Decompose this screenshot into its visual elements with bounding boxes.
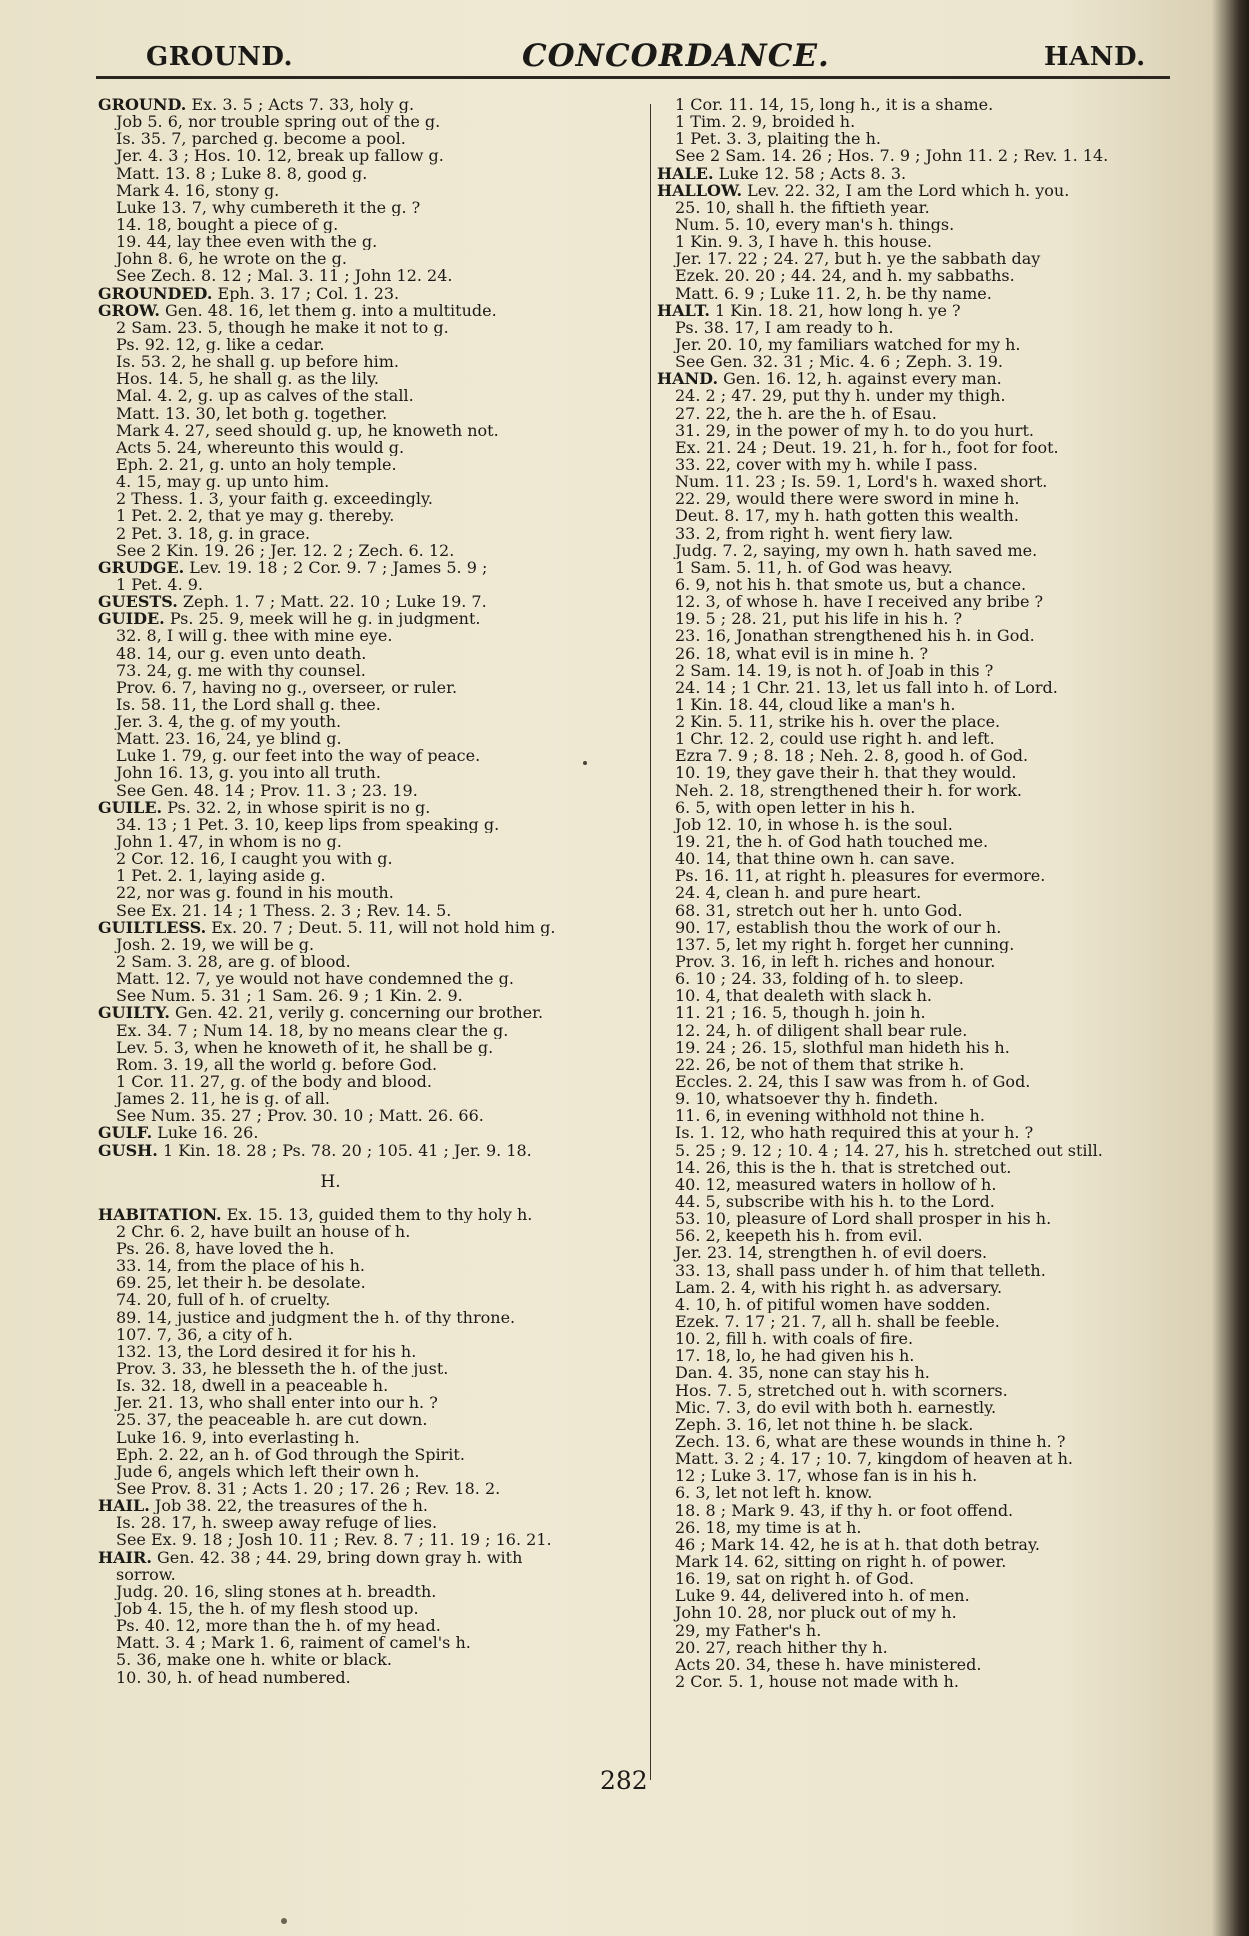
- reference-line: 33. 13, shall pass under h. of him that telleth.: [675, 1261, 1046, 1279]
- reference-line: Eccles. 2. 24, this I saw was from h. of God.: [675, 1073, 1031, 1091]
- reference-line: Is. 32. 18, dwell in a peaceable h.: [116, 1377, 389, 1395]
- reference-line: Jer. 4. 3 ; Hos. 10. 12, break up fallow g.: [116, 147, 444, 165]
- reference-line: 16. 19, sat on right h. of God.: [675, 1570, 915, 1588]
- reference-line: 89. 14, justice and judgment the h. of thy throne.: [116, 1308, 516, 1326]
- reference-line: Is. 1. 12, who hath required this at your h. ?: [675, 1124, 1034, 1142]
- reference-line: 6. 5, with open letter in his h.: [675, 798, 916, 816]
- reference-line: 1 Cor. 11. 14, 15, long h., it is a shame.: [675, 96, 994, 114]
- reference-line: Job 4. 15, the h. of my flesh stood up.: [116, 1599, 419, 1618]
- reference-line: Ps. 26. 8, have loved the h.: [116, 1240, 335, 1258]
- reference-line: 33. 2, from right h. went fiery law.: [675, 524, 954, 542]
- reference-line: 4. 10, h. of pitiful women have sodden.: [675, 1295, 991, 1313]
- reference-line: Rom. 3. 19, all the world g. before God.: [116, 1055, 438, 1074]
- headword-entry-line: GULF. Luke 16. 26.: [98, 1124, 259, 1142]
- headword-entry-line: HALLOW. Lev. 22. 32, I am the Lord which h. you.: [657, 181, 1070, 199]
- reference-line: Num. 5. 10, every man's h. things.: [675, 215, 955, 234]
- reference-line: Matt. 23. 16, 24, ye blind g.: [116, 730, 342, 748]
- header-left-guideword: GROUND.: [146, 42, 294, 72]
- headword-entry-line: GROUNDED. Eph. 3. 17 ; Col. 1. 23.: [98, 284, 400, 302]
- reference-line: 27. 22, the h. are the h. of Esau.: [675, 404, 937, 422]
- reference-line: Is. 28. 17, h. sweep away refuge of lies.: [116, 1514, 438, 1532]
- section-letter-heading: H.: [320, 1171, 341, 1192]
- reference-line: 29, my Father's h.: [675, 1621, 822, 1639]
- reference-line: John 1. 47, in whom is no g.: [116, 833, 342, 851]
- reference-line: Matt. 3. 2 ; 4. 17 ; 10. 7, kingdom of heaven at h.: [675, 1450, 1073, 1468]
- reference-line: 5. 25 ; 9. 12 ; 10. 4 ; 14. 27, his h. stretched out still.: [675, 1141, 1103, 1159]
- reference-line: 73. 24, g. me with thy counsel.: [116, 661, 366, 679]
- reference-line: 1 Pet. 2. 1, laying aside g.: [116, 867, 326, 885]
- reference-line: Ps. 16. 11, at right h. pleasures for evermore.: [675, 867, 1046, 885]
- reference-line: 4. 15, may g. up unto him.: [116, 473, 330, 491]
- header-title: CONCORDANCE.: [522, 38, 830, 74]
- reference-line: 24. 2 ; 47. 29, put thy h. under my thigh.: [675, 387, 1006, 405]
- reference-line: 1 Kin. 18. 44, cloud like a man's h.: [675, 695, 956, 714]
- reference-line: Jude 6, angels which left their own h.: [116, 1462, 420, 1480]
- headword-entry-line: HABITATION. Ex. 15. 13, guided them to thy holy h.: [98, 1205, 533, 1223]
- reference-line: Matt. 13. 8 ; Luke 8. 8, good g.: [116, 164, 368, 182]
- reference-line: Ezra 7. 9 ; 8. 18 ; Neh. 2. 8, good h. of God.: [675, 747, 1029, 765]
- reference-line: 25. 37, the peaceable h. are cut down.: [116, 1411, 428, 1429]
- left-column-entries-h: [98, 1206, 643, 1686]
- headword-entry-line: GROW. Gen. 48. 16, let them g. into a multitude.: [98, 301, 497, 319]
- reference-line: 14. 26, this is the h. that is stretched out.: [675, 1158, 1012, 1176]
- reference-line: 6. 9, not his h. that smote us, but a chance.: [675, 575, 1027, 594]
- reference-line: Ex. 34. 7 ; Num 14. 18, by no means clear the g.: [116, 1021, 509, 1039]
- reference-line: Lev. 5. 3, when he knoweth of it, he shall be g.: [116, 1038, 494, 1056]
- reference-line: 1 Pet. 3. 3, plaiting the h.: [675, 130, 881, 148]
- reference-line: See Gen. 48. 14 ; Prov. 11. 3 ; 23. 19.: [116, 781, 418, 799]
- reference-line: 137. 5, let my right h. forget her cunning.: [675, 935, 1015, 954]
- reference-line: Prov. 6. 7, having no g., overseer, or ruler.: [116, 678, 458, 696]
- reference-line: 22, nor was g. found in his mouth.: [116, 884, 394, 902]
- reference-line: John 10. 28, nor pluck out of my h.: [675, 1604, 957, 1622]
- right-column: [657, 96, 1177, 1690]
- reference-line: 53. 10, pleasure of Lord shall prosper in his h.: [675, 1210, 1052, 1228]
- reference-line: Mic. 7. 3, do evil with both h. earnestly.: [675, 1398, 997, 1416]
- reference-line: 11. 6, in evening withhold not thine h.: [675, 1107, 985, 1125]
- reference-line: Dan. 4. 35, none can stay his h.: [675, 1364, 930, 1382]
- reference-line: See Num. 35. 27 ; Prov. 30. 10 ; Matt. 26. 66.: [116, 1107, 484, 1125]
- reference-line: See Prov. 8. 31 ; Acts 1. 20 ; 17. 26 ; Rev. 18. 2.: [116, 1479, 501, 1498]
- reference-line: 19. 44, lay thee even with the g.: [116, 233, 378, 251]
- reference-line: 6. 10 ; 24. 33, folding of h. to sleep.: [675, 970, 964, 988]
- reference-line: 1 Pet. 4. 9.: [116, 575, 203, 594]
- headword-entry-line: GUESTS. Zeph. 1. 7 ; Matt. 22. 10 ; Luke 19. 7.: [98, 593, 487, 611]
- header-right-guideword: HAND.: [1044, 42, 1146, 72]
- reference-line: 6. 3, let not left h. know.: [675, 1484, 873, 1502]
- reference-line: 2 Sam. 14. 19, is not h. of Joab in this ?: [675, 661, 994, 679]
- reference-line: 34. 13 ; 1 Pet. 3. 10, keep lips from speaking g.: [116, 815, 500, 834]
- reference-line: Hos. 14. 5, he shall g. as the lily.: [116, 370, 379, 388]
- reference-line: Eph. 2. 22, an h. of God through the Spirit.: [116, 1445, 465, 1463]
- ink-speck: [583, 761, 587, 765]
- reference-line: 10. 19, they gave their h. that they would.: [675, 764, 1017, 782]
- reference-line: Mark 14. 62, sitting on right h. of power.: [675, 1552, 1007, 1571]
- headword-entry-line: HAIR. Gen. 42. 38 ; 44. 29, bring down gray h. with: [98, 1548, 523, 1566]
- reference-line: Luke 13. 7, why cumbereth it the g. ?: [116, 198, 421, 216]
- reference-line: See Ex. 9. 18 ; Josh 10. 11 ; Rev. 8. 7 ; 11. 19 ; 16. 21.: [116, 1531, 552, 1549]
- reference-line: Matt. 12. 7, ye would not have condemned the g.: [116, 970, 514, 988]
- headword-entry-line: GROUND. Ex. 3. 5 ; Acts 7. 33, holy g.: [98, 96, 415, 114]
- reference-line: 2 Chr. 6. 2, have built an house of h.: [116, 1222, 411, 1240]
- reference-line: 56. 2, keepeth his h. from evil.: [675, 1227, 923, 1245]
- reference-line: Luke 16. 9, into everlasting h.: [116, 1428, 360, 1446]
- reference-line: 18. 8 ; Mark 9. 43, if thy h. or foot offend.: [675, 1501, 1014, 1519]
- reference-line: 33. 22, cover with my h. while I pass.: [675, 455, 978, 474]
- reference-line: Acts 5. 24, whereunto this would g.: [116, 438, 405, 456]
- reference-line: Neh. 2. 18, strengthened their h. for work.: [675, 781, 1023, 799]
- reference-line: See Gen. 32. 31 ; Mic. 4. 6 ; Zeph. 3. 19.: [675, 353, 1003, 371]
- reference-line: Job 12. 10, in whose h. is the soul.: [675, 815, 953, 834]
- left-column: [98, 96, 643, 1686]
- reference-line: 10. 30, h. of head numbered.: [116, 1668, 351, 1686]
- reference-line: 1 Kin. 9. 3, I have h. this house.: [675, 233, 932, 251]
- reference-line: 20. 27, reach hither thy h.: [675, 1638, 888, 1656]
- reference-line: Jer. 17. 22 ; 24. 27, but h. ye the sabbath day: [675, 250, 1041, 268]
- reference-line: Mark 4. 16, stony g.: [116, 181, 280, 199]
- right-column-entries: [657, 96, 1177, 1690]
- reference-line: 2 Sam. 3. 28, are g. of blood.: [116, 953, 351, 971]
- headword-entry-line: GUILTY. Gen. 42. 21, verily g. concerning our brother.: [98, 1004, 544, 1022]
- headword-entry-line: HAND. Gen. 16. 12, h. against every man.: [657, 370, 1002, 388]
- reference-line: Ezek. 20. 20 ; 44. 24, and h. my sabbaths.: [675, 267, 1015, 285]
- left-column-entries-g: [98, 96, 643, 1159]
- reference-line: sorrow.: [116, 1565, 176, 1583]
- reference-line: Deut. 8. 17, my h. hath gotten this wealth.: [675, 507, 1019, 525]
- reference-line: Eph. 2. 21, g. unto an holy temple.: [116, 455, 397, 474]
- reference-line: 2 Pet. 3. 18, g. in grace.: [116, 524, 311, 542]
- reference-line: Prov. 3. 33, he blesseth the h. of the just.: [116, 1359, 449, 1378]
- reference-line: 26. 18, my time is at h.: [675, 1518, 862, 1536]
- reference-line: Luke 9. 44, delivered into h. of men.: [675, 1587, 970, 1605]
- reference-line: Is. 58. 11, the Lord shall g. thee.: [116, 695, 381, 714]
- reference-line: 68. 31, stretch out her h. unto God.: [675, 901, 963, 919]
- reference-line: Matt. 6. 9 ; Luke 11. 2, h. be thy name.: [675, 284, 992, 302]
- reference-line: Luke 1. 79, g. our feet into the way of peace.: [116, 747, 481, 765]
- headword-entry-line: GUILTLESS. Ex. 20. 7 ; Deut. 5. 11, will not hold him g.: [98, 918, 556, 936]
- headword-entry-line: GRUDGE. Lev. 19. 18 ; 2 Cor. 9. 7 ; James 5. 9 ;: [98, 558, 488, 576]
- reference-line: 19. 5 ; 28. 21, put his life in his h. ?: [675, 610, 963, 628]
- reference-line: 1 Tim. 2. 9, broided h.: [675, 113, 856, 131]
- reference-line: Matt. 3. 4 ; Mark 1. 6, raiment of camel's h.: [116, 1634, 471, 1652]
- reference-line: See Ex. 21. 14 ; 1 Thess. 2. 3 ; Rev. 14. 5.: [116, 901, 452, 919]
- reference-line: 19. 21, the h. of God hath touched me.: [675, 833, 989, 851]
- reference-line: Jer. 3. 4, the g. of my youth.: [116, 713, 342, 731]
- reference-line: 2 Sam. 23. 5, though he make it not to g.: [116, 318, 449, 336]
- reference-line: 69. 25, let their h. be desolate.: [116, 1274, 366, 1292]
- reference-line: Acts 20. 34, these h. have ministered.: [675, 1655, 982, 1673]
- reference-line: 44. 5, subscribe with his h. to the Lord.: [675, 1193, 995, 1211]
- page-number: 282: [600, 1766, 648, 1795]
- reference-line: Jer. 21. 13, who shall enter into our h. ?: [116, 1394, 438, 1412]
- reference-line: 40. 14, that thine own h. can save.: [675, 850, 955, 868]
- reference-line: Job 5. 6, nor trouble spring out of the g.: [116, 113, 441, 131]
- reference-line: 2 Cor. 12. 16, I caught you with g.: [116, 850, 393, 868]
- reference-line: John 8. 6, he wrote on the g.: [116, 250, 347, 268]
- reference-line: Josh. 2. 19, we will be g.: [116, 935, 315, 954]
- reference-line: 24. 14 ; 1 Chr. 21. 13, let us fall into h. of Lord.: [675, 678, 1058, 696]
- headword-entry-line: HAIL. Job 38. 22, the treasures of the h.: [98, 1497, 428, 1515]
- reference-line: Zech. 13. 6, what are these wounds in thine h. ?: [675, 1432, 1066, 1451]
- reference-line: Ps. 38. 17, I am ready to h.: [675, 318, 894, 336]
- reference-line: 32. 8, I will g. thee with mine eye.: [116, 627, 393, 645]
- reference-line: 132. 13, the Lord desired it for his h.: [116, 1342, 417, 1360]
- reference-line: Jer. 20. 10, my familiars watched for my h.: [675, 335, 1021, 354]
- reference-line: 12 ; Luke 3. 17, whose fan is in his h.: [675, 1467, 978, 1485]
- reference-line: 25. 10, shall h. the fiftieth year.: [675, 198, 930, 216]
- reference-line: 2 Kin. 5. 11, strike his h. over the place.: [675, 713, 1001, 731]
- reference-line: Prov. 3. 16, in left h. riches and honour.: [675, 953, 996, 971]
- reference-line: 17. 18, lo, he had given his h.: [675, 1347, 915, 1365]
- reference-line: 1 Pet. 2. 2, that ye may g. thereby.: [116, 507, 395, 525]
- reference-line: Matt. 13. 30, let both g. together.: [116, 404, 388, 422]
- reference-line: 74. 20, full of h. of cruelty.: [116, 1291, 331, 1309]
- headword-entry-line: HALE. Luke 12. 58 ; Acts 8. 3.: [657, 164, 907, 182]
- reference-line: 14. 18, bought a piece of g.: [116, 215, 339, 234]
- reference-line: 48. 14, our g. even unto death.: [116, 644, 367, 662]
- reference-line: Lam. 2. 4, with his right h. as adversary.: [675, 1278, 1003, 1296]
- reference-line: Num. 11. 23 ; Is. 59. 1, Lord's h. waxed short.: [675, 473, 1048, 491]
- reference-line: 31. 29, in the power of my h. to do you hurt.: [675, 421, 1034, 439]
- reference-line: Zeph. 3. 16, let not thine h. be slack.: [675, 1415, 974, 1433]
- reference-line: Ezek. 7. 17 ; 21. 7, all h. shall be feeble.: [675, 1312, 1000, 1331]
- headword-entry-line: GUILE. Ps. 32. 2, in whose spirit is no g.: [98, 798, 431, 816]
- headword-entry-line: GUIDE. Ps. 25. 9, meek will he g. in judgment.: [98, 610, 481, 628]
- reference-line: Ps. 40. 12, more than the h. of my head.: [116, 1617, 441, 1635]
- reference-line: 26. 18, what evil is in mine h. ?: [675, 644, 929, 662]
- reference-line: Judg. 20. 16, sling stones at h. breadth.: [116, 1582, 437, 1600]
- headword-entry-line: GUSH. 1 Kin. 18. 28 ; Ps. 78. 20 ; 105. 41 ; Jer. 9. 18.: [98, 1141, 532, 1159]
- reference-line: Ps. 92. 12, g. like a cedar.: [116, 335, 325, 354]
- reference-line: 23. 16, Jonathan strengthened his h. in God.: [675, 627, 1035, 645]
- reference-line: Is. 53. 2, he shall g. up before him.: [116, 353, 400, 371]
- reference-line: 107. 7, 36, a city of h.: [116, 1325, 293, 1343]
- header-rule: [96, 76, 1170, 79]
- reference-line: 24. 4, clean h. and pure heart.: [675, 884, 922, 902]
- reference-line: Jer. 23. 14, strengthen h. of evil doers.: [675, 1244, 988, 1262]
- reference-line: 2 Cor. 5. 1, house not made with h.: [675, 1672, 959, 1691]
- reference-line: 1 Cor. 11. 27, g. of the body and blood.: [116, 1073, 432, 1091]
- reference-line: Hos. 7. 5, stretched out h. with scorners.: [675, 1381, 1008, 1399]
- reference-line: 90. 17, establish thou the work of our h.: [675, 918, 1002, 936]
- reference-line: John 16. 13, g. you into all truth.: [116, 764, 381, 782]
- reference-line: 11. 21 ; 16. 5, though h. join h.: [675, 1004, 926, 1022]
- reference-line: 22. 26, be not of them that strike h.: [675, 1055, 965, 1074]
- reference-line: Judg. 7. 2, saying, my own h. hath saved me.: [675, 541, 1038, 559]
- reference-line: 10. 4, that dealeth with slack h.: [675, 987, 932, 1005]
- reference-line: 40. 12, measured waters in hollow of h.: [675, 1175, 997, 1193]
- reference-line: 2 Thess. 1. 3, your faith g. exceedingly.: [116, 490, 433, 508]
- reference-line: 1 Chr. 12. 2, could use right h. and left.: [675, 730, 995, 748]
- reference-line: James 2. 11, he is g. of all.: [116, 1090, 330, 1108]
- reference-line: 10. 2, fill h. with coals of fire.: [675, 1330, 914, 1348]
- reference-line: See 2 Sam. 14. 26 ; Hos. 7. 9 ; John 11. 2 ; Rev. 1. 14.: [675, 147, 1109, 165]
- column-divider: [650, 104, 651, 1780]
- reference-line: See Num. 5. 31 ; 1 Sam. 26. 9 ; 1 Kin. 2. 9.: [116, 987, 463, 1005]
- headword-entry-line: HALT. 1 Kin. 18. 21, how long h. ye ?: [657, 301, 961, 319]
- reference-line: 19. 24 ; 26. 15, slothful man hideth his h.: [675, 1038, 1010, 1056]
- reference-line: 33. 14, from the place of his h.: [116, 1257, 365, 1275]
- reference-line: 9. 10, whatsoever thy h. findeth.: [675, 1090, 939, 1108]
- reference-line: 12. 24, h. of diligent shall bear rule.: [675, 1021, 968, 1039]
- paper-blemish: [281, 1918, 287, 1924]
- reference-line: Mal. 4. 2, g. up as calves of the stall.: [116, 387, 414, 405]
- reference-line: 1 Sam. 5. 11, h. of God was heavy.: [675, 558, 953, 576]
- reference-line: 5. 36, make one h. white or black.: [116, 1651, 392, 1669]
- running-head: [0, 38, 1249, 78]
- reference-line: See Zech. 8. 12 ; Mal. 3. 11 ; John 12. 24.: [116, 267, 453, 285]
- reference-line: Is. 35. 7, parched g. become a pool.: [116, 130, 406, 148]
- reference-line: Mark 4. 27, seed should g. up, he knoweth not.: [116, 421, 499, 439]
- reference-line: 12. 3, of whose h. have I received any bribe ?: [675, 593, 1044, 611]
- reference-line: 22. 29, would there were sword in mine h.: [675, 490, 1020, 508]
- reference-line: Ex. 21. 24 ; Deut. 19. 21, h. for h., foot for foot.: [675, 438, 1059, 456]
- reference-line: 46 ; Mark 14. 42, he is at h. that doth betray.: [675, 1535, 1040, 1553]
- reference-line: See 2 Kin. 19. 26 ; Jer. 12. 2 ; Zech. 6. 12.: [116, 541, 455, 559]
